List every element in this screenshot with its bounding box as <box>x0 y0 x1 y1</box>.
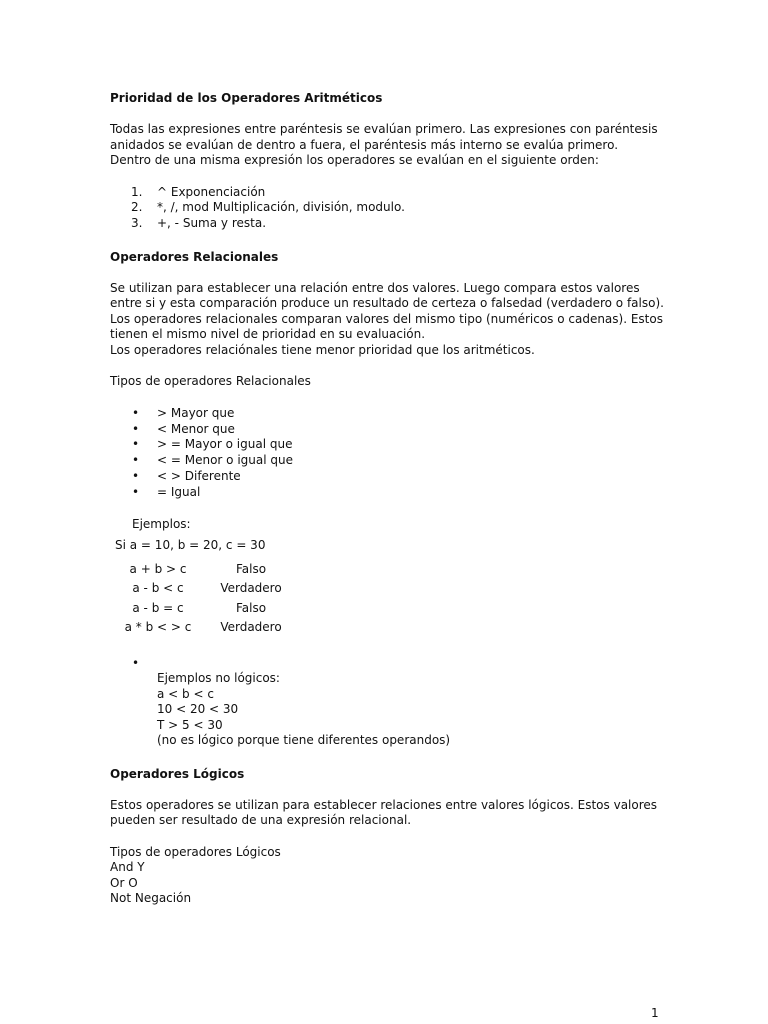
bullet-icon: • <box>132 484 140 499</box>
table-row <box>110 618 296 638</box>
section-title-aritmeticos: Prioridad de los Operadores Aritméticos <box>110 91 383 105</box>
example-expression: a * b < > c <box>124 620 192 635</box>
example-result: Falso <box>235 561 267 576</box>
logic-item: Not Negación <box>110 891 192 906</box>
nonlogic-note: (no es lógico porque tiene diferentes operandos) <box>157 733 451 748</box>
relational-operators-list <box>110 406 670 501</box>
bullet-icon: • <box>132 437 140 452</box>
example-expression: a + b > c <box>129 561 187 576</box>
example-result: Falso <box>235 600 267 615</box>
paragraph-orden: Dentro de una misma expresión los operadores se evalúan en el siguiente orden: <box>110 153 599 167</box>
nonlogic-line: a < b < c <box>157 686 214 701</box>
examples-label: Ejemplos: <box>132 516 191 531</box>
nonlogic-line: 10 < 20 < 30 <box>157 702 239 717</box>
list-item: • < = Menor o igual que <box>132 453 293 468</box>
nonlogic-line: T > 5 < 30 <box>157 717 223 732</box>
logic-item: Or O <box>110 875 138 890</box>
list-item: • = Igual <box>132 484 201 499</box>
table-row <box>110 579 296 599</box>
bullet-icon: • <box>132 655 140 670</box>
list-item: • < > Diferente <box>132 469 241 484</box>
paragraph-logicos: Estos operadores se utilizan para establecer relaciones entre valores lógicos. Estos valores pueden ser resultado de una expresión relacional. <box>110 797 658 828</box>
nonlogic-label: Ejemplos no lógicos: <box>157 671 280 686</box>
bullet-icon: • <box>132 469 140 484</box>
paragraph-parentesis: Todas las expresiones entre paréntesis se evalúan primero. Las expresiones con paréntesis anidados se evalúan de dentro a fuera, el paréntesis más interno se evalúa primero. <box>110 122 658 152</box>
types-label-relacionales: Tipos de operadores Relacionales <box>110 374 311 389</box>
bullet-icon: • <box>132 453 140 468</box>
bullet-icon: • <box>132 421 140 436</box>
list-item: • < Menor que <box>132 421 235 436</box>
example-result: Verdadero <box>220 620 282 635</box>
non-logical-examples <box>110 656 670 749</box>
example-expression: a - b = c <box>132 600 184 615</box>
list-item: • > = Mayor o igual que <box>132 437 293 452</box>
section-title-logicos: Operadores Lógicos <box>110 766 245 781</box>
list-item: 3. +, - Suma y resta. <box>131 216 267 231</box>
paragraph-prioridad: Los operadores relaciónales tiene menor prioridad que los aritméticos. <box>110 342 535 357</box>
example-expression: a - b < c <box>132 581 184 596</box>
types-label-logicos: Tipos de operadores Lógicos <box>110 844 281 859</box>
page-number: 1 <box>651 1006 659 1020</box>
bullet-icon: • <box>132 405 140 420</box>
document-content <box>110 90 670 907</box>
operator-priority-list <box>110 185 670 232</box>
example-result: Verdadero <box>220 581 282 596</box>
list-item: 1. ^ Exponenciación <box>131 184 266 199</box>
table-row <box>110 560 296 580</box>
examples-table <box>110 560 296 638</box>
assignment-line: Si a = 10, b = 20, c = 30 <box>115 538 266 553</box>
logic-item: And Y <box>110 860 145 875</box>
table-row <box>110 599 296 619</box>
list-item: • > Mayor que <box>132 405 235 420</box>
section-title-relacionales: Operadores Relacionales <box>110 249 279 264</box>
list-item: 2. *, /, mod Multiplicación, división, modulo. <box>131 200 405 215</box>
paragraph-relacion: Se utilizan para establecer una relación entre dos valores. Luego compara estos valores entre si y esta comparación produce un resultado de certeza o falsedad (verdadero o falso). <box>110 280 664 311</box>
paragraph-mismo-tipo: Los operadores relacionales comparan valores del mismo tipo (numéricos o cadenas). Estos tienen el mismo nivel de prioridad en su evaluación. <box>110 311 663 342</box>
